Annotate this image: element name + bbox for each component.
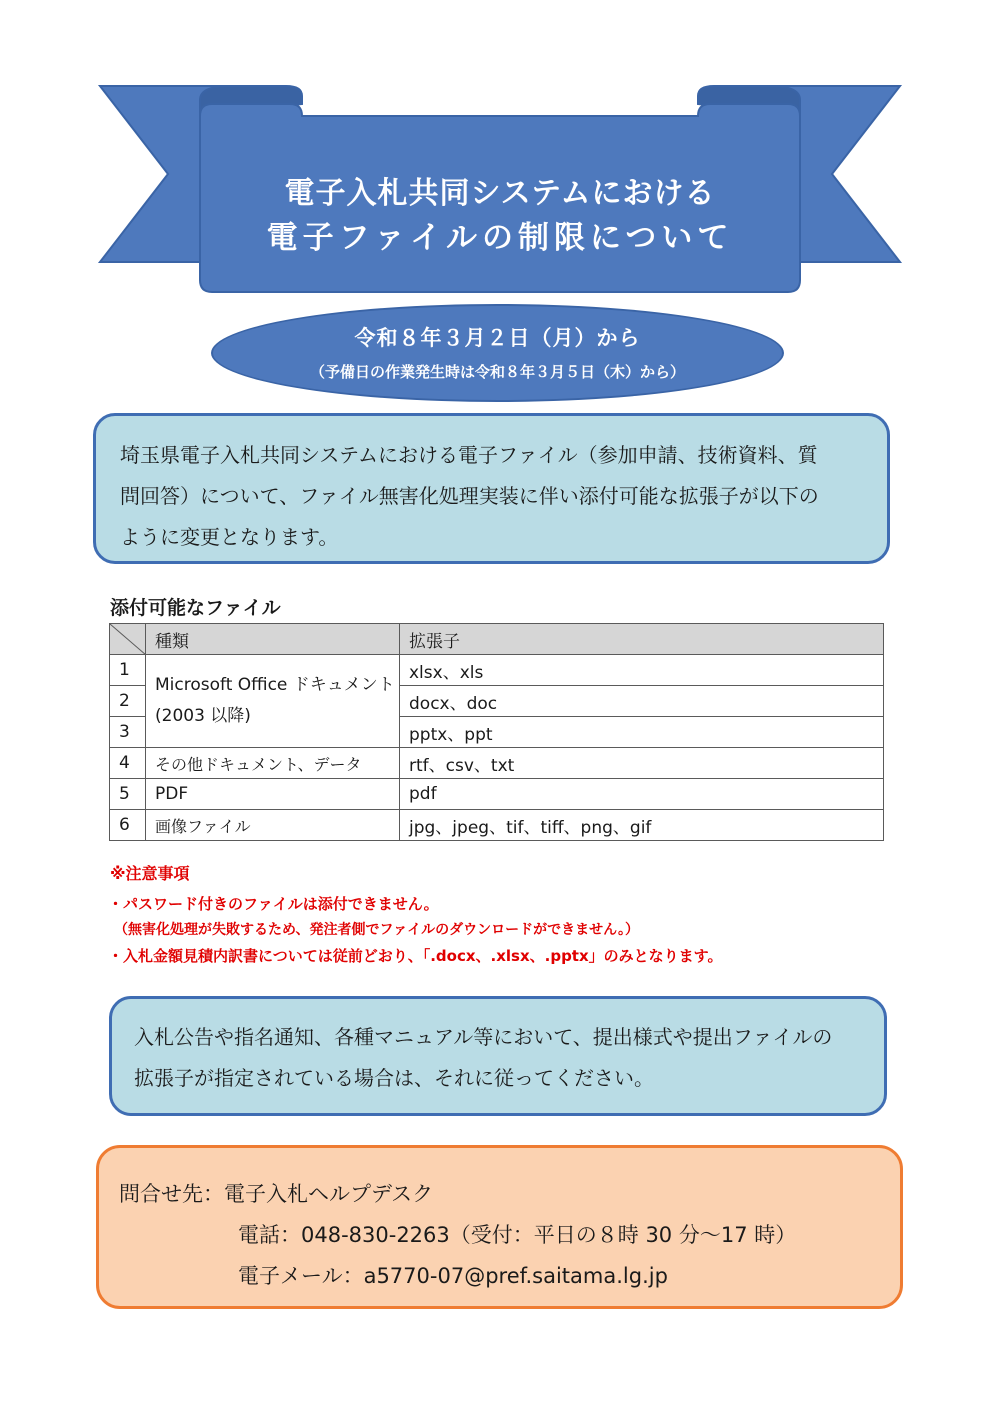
table-row — [110, 779, 884, 810]
intro-box — [93, 413, 890, 564]
effective-date-main: 令和８年３月２日（月）から — [354, 326, 641, 350]
office-kind-line-2: (2003 以降) — [155, 706, 251, 726]
caution-item-password: ・パスワード付きのファイルは添付できません。 — [108, 895, 439, 913]
format-note-line-1: 入札公告や指名通知、各種マニュアル等において、提出様式や提出ファイルの — [134, 1025, 833, 1049]
table-heading: 添付可能なファイル — [110, 597, 281, 619]
row-number: 3 — [110, 717, 146, 748]
contact-box — [96, 1145, 903, 1309]
row-number: 4 — [110, 748, 146, 779]
table-row — [110, 748, 884, 779]
format-note-line-2: 拡張子が指定されている場合は、それに従ってください。 — [134, 1066, 654, 1090]
row-extensions: docx、doc — [400, 686, 884, 717]
intro-line-2: 問回答）について、ファイル無害化処理実装に伴い添付可能な拡張子が以下の — [120, 484, 819, 508]
allowed-file-table — [109, 623, 884, 841]
caution-list — [108, 891, 722, 969]
contact-email: 電子メール：a5770-07@pref.saitama.lg.jp — [238, 1264, 668, 1288]
contact-label: 問合せ先：電子入札ヘルプデスク — [119, 1182, 434, 1206]
row-extensions: pptx、ppt — [400, 717, 884, 748]
row-kind: PDF — [146, 779, 400, 810]
column-header-ext: 拡張子 — [400, 624, 884, 655]
office-kind-line-1: Microsoft Office ドキュメント — [155, 675, 395, 695]
row-kind: 画像ファイル — [146, 810, 400, 841]
row-kind-office — [146, 655, 400, 748]
table-corner-cell — [110, 624, 146, 655]
format-note-box — [109, 996, 887, 1116]
title-line-1: 電子入札共同システムにおける — [284, 176, 716, 211]
table-header-row — [110, 624, 884, 655]
table-row — [110, 810, 884, 841]
row-kind: その他ドキュメント、データ — [146, 748, 400, 779]
caution-item-password-note: （無害化処理が失敗するため、発注者側でファイルのダウンロードができません。） — [114, 922, 639, 938]
row-extensions: xlsx、xls — [400, 655, 884, 686]
caution-title: ※注意事項 — [110, 864, 190, 883]
row-number: 2 — [110, 686, 146, 717]
row-number: 6 — [110, 810, 146, 841]
intro-line-1: 埼玉県電子入札共同システムにおける電子ファイル（参加申請、技術資料、質 — [120, 443, 818, 467]
caution-item-bid-estimate: ・入札金額見積内訳書については従前どおり、「.docx、.xlsx、.pptx」のみとなります。 — [108, 947, 723, 965]
table-row — [110, 655, 884, 686]
intro-line-3: ように変更となります。 — [120, 525, 339, 549]
effective-date-badge — [211, 304, 784, 402]
row-extensions: rtf、csv、txt — [400, 748, 884, 779]
row-number: 1 — [110, 655, 146, 686]
column-header-kind: 種類 — [146, 624, 400, 655]
row-extensions: jpg、jpeg、tif、tiff、png、gif — [400, 810, 884, 841]
row-extensions: pdf — [400, 779, 884, 810]
contact-phone: 電話：048-830-2263（受付：平日の８時 30 分～17 時） — [238, 1223, 797, 1247]
effective-date-sub: （予備日の作業発生時は令和８年３月５日（木）から） — [309, 363, 685, 381]
title-line-2: 電子ファイルの制限について — [266, 220, 734, 256]
row-number: 5 — [110, 779, 146, 810]
